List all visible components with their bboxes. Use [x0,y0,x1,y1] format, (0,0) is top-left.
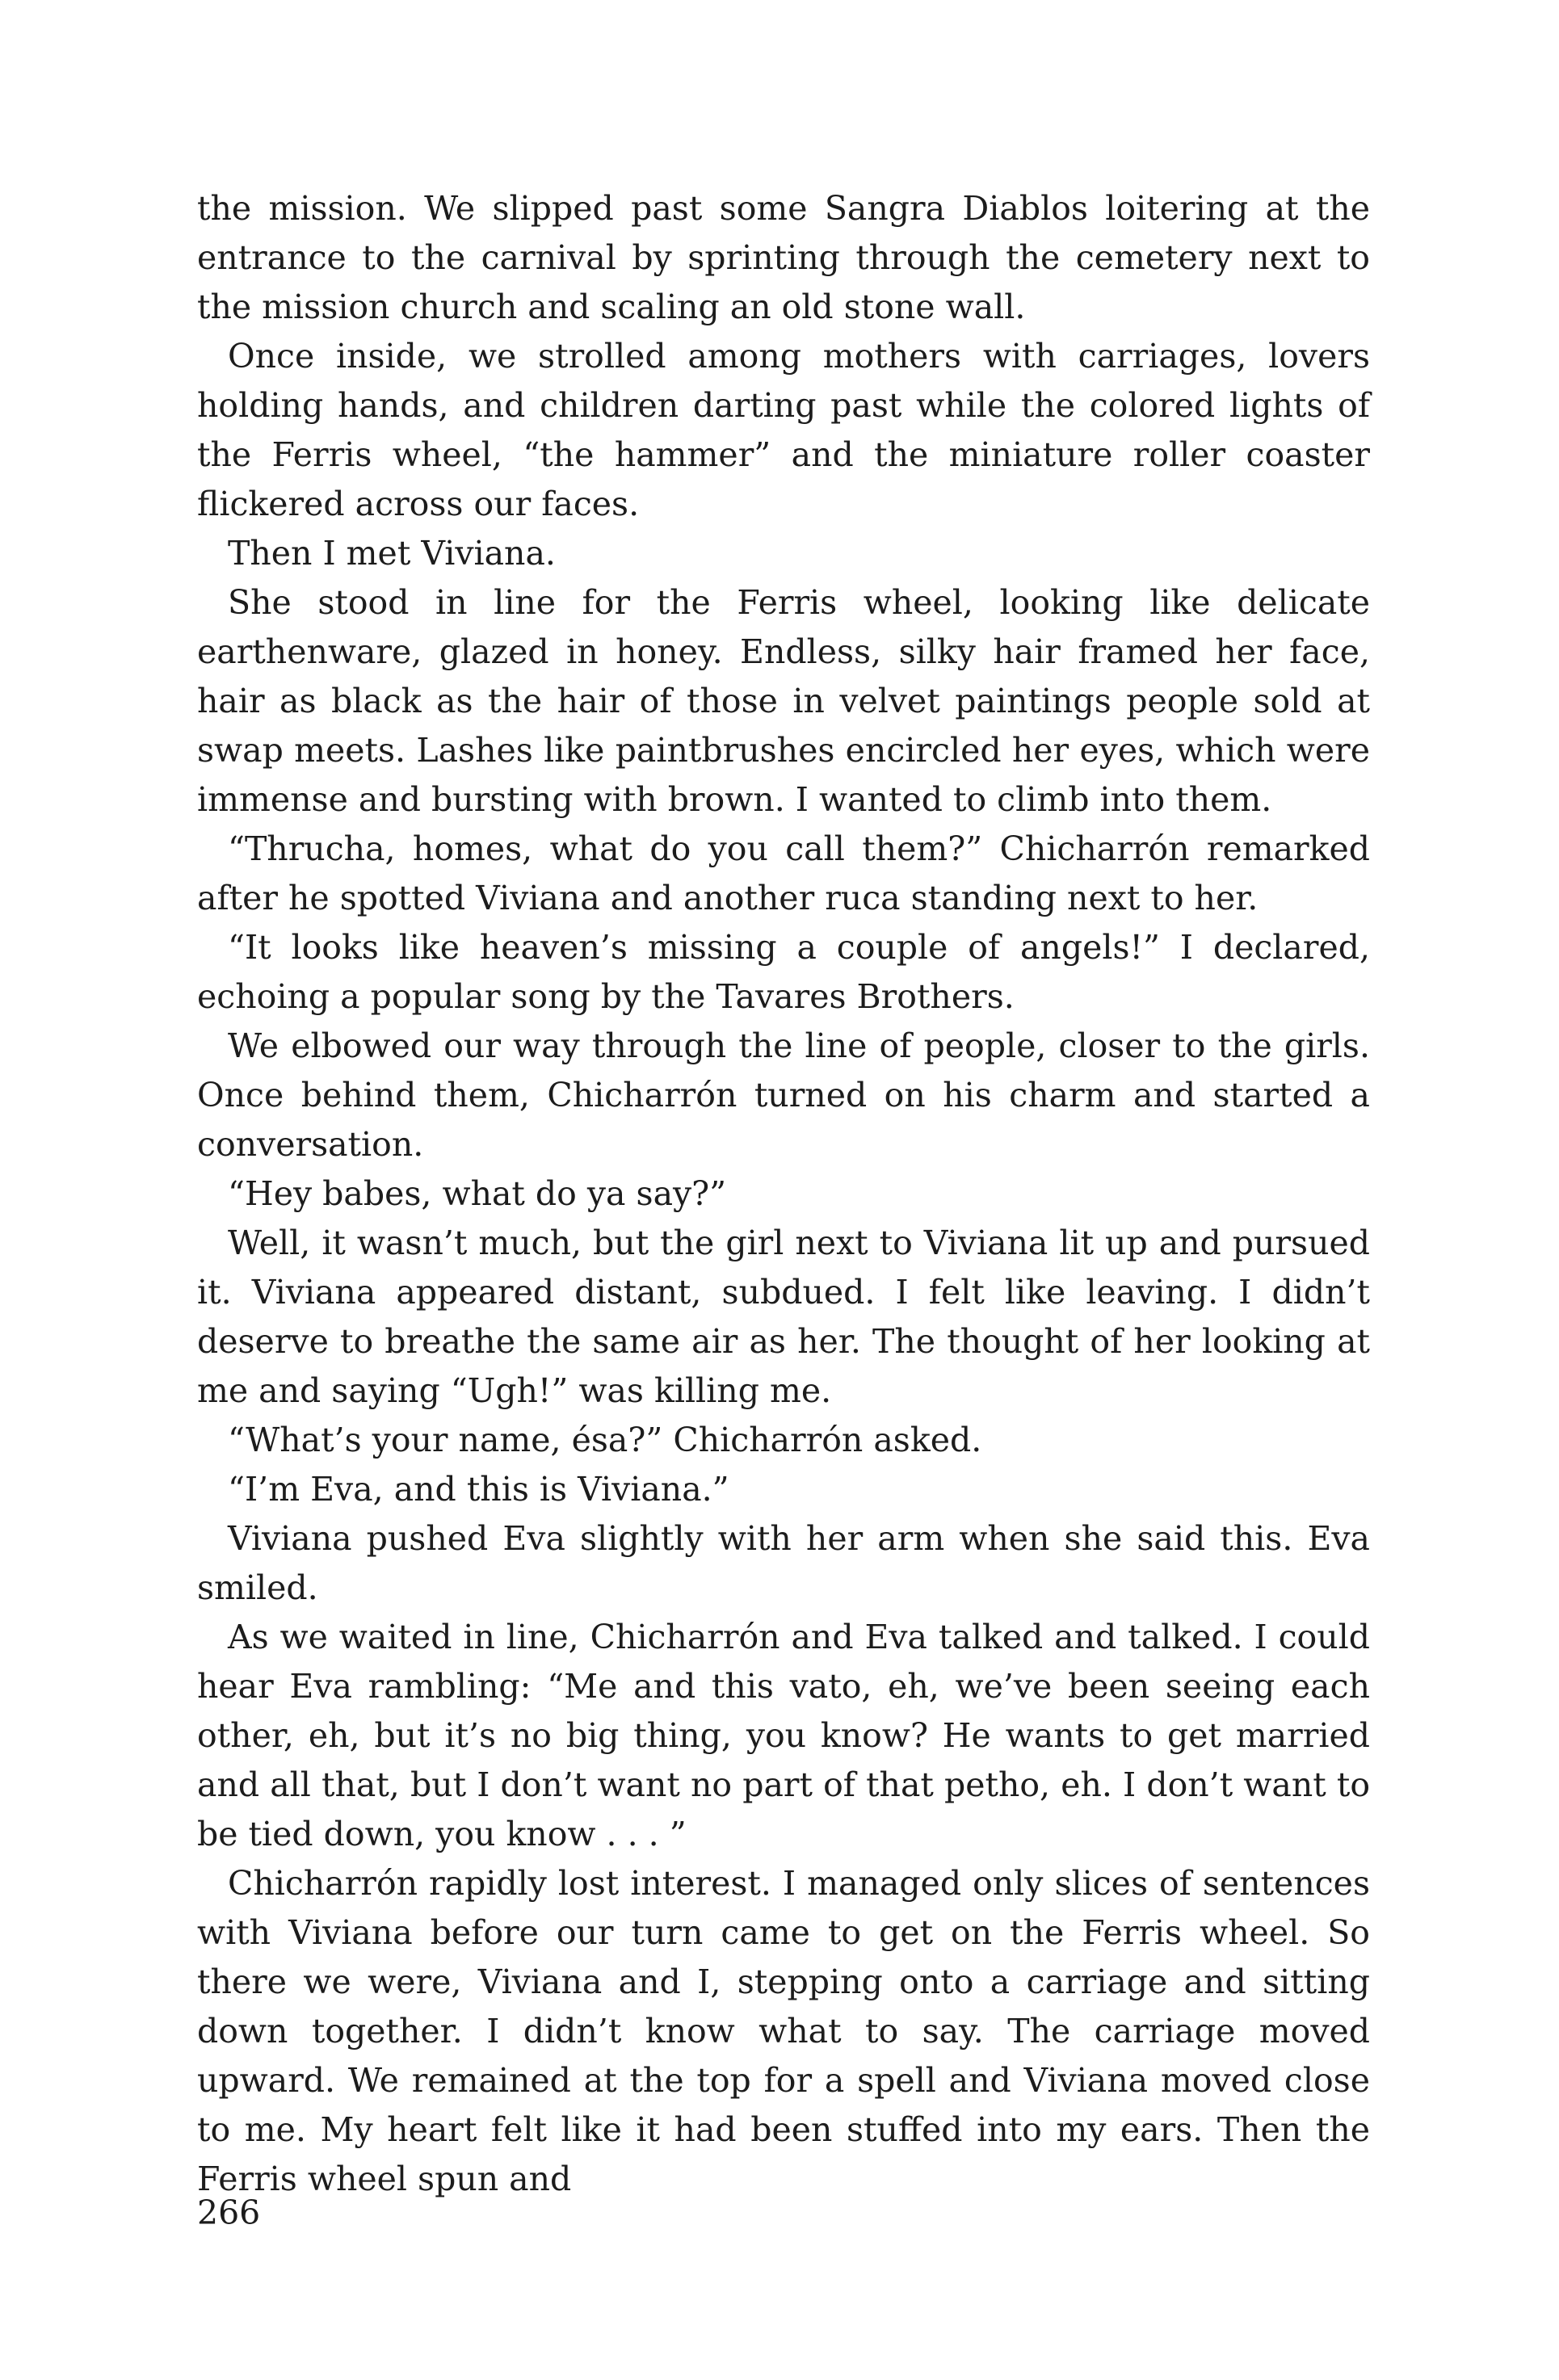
paragraph-8: “Hey babes, what do ya say?” [228,1174,727,1213]
page-number: 266 [197,2193,261,2232]
paragraph-7: We elbowed our way through the line of people, closer to the girls. Once behind them, Chicharrón turned on his charm and started a conversation. [197,1026,1370,1164]
paragraph-11: “I’m Eva, and this is Viviana.” [228,1470,729,1509]
paragraph-14: Chicharrón rapidly lost interest. I managed only slices of sentences with Viviana before our turn came to get on the Ferris wheel. So there we were, Viviana and I, stepping onto a carriage and sitting down together. I didn’t know what to say. The carriage moved upward. We remained at the top for a spell and Viviana moved close to me. My heart felt like it had been stuffed into my ears. Then the Ferris wheel spun and [197,1864,1370,2198]
paragraph-9: Well, it wasn’t much, but the girl next to Viviana lit up and pursued it. Viviana appeared distant, subdued. I felt like leaving. I didn’t deserve to breathe the same air as her. The thought of her looking at me and saying “Ugh!” was killing me. [197,1224,1370,1410]
paragraph-3: Then I met Viviana. [228,534,556,573]
body-text [197,184,1370,2204]
paragraph-1: the mission. We slipped past some Sangra Diablos loitering at the entrance to the carnival by sprinting through the cemetery next to the mission church and scaling an old stone wall. [197,189,1370,326]
paragraph-13: As we waited in line, Chicharrón and Eva talked and talked. I could hear Eva rambling: “Me and this vato, eh, we’ve been seeing each other, eh, but it’s no big thing, you know? He wants to get married and all that, but I don’t want no part of that petho, eh. I don’t want to be tied down, you know . . . ” [197,1618,1370,1853]
paragraph-10: “What’s your name, ésa?” Chicharrón asked. [228,1421,982,1459]
paragraph-2: Once inside, we strolled among mothers with carriages, lovers holding hands, and children darting past while the colored lights of the Ferris wheel, “the hammer” and the miniature roller coaster flickered across our faces. [197,337,1370,523]
paragraph-6: “It looks like heaven’s missing a couple of angels!” I declared, echoing a popular song by the Tavares Brothers. [197,928,1370,1016]
paragraph-4: She stood in line for the Ferris wheel, looking like delicate earthenware, glazed in honey. Endless, silky hair framed her face, hair as black as the hair of those in velvet paintings people sold at swap meets. Lashes like paintbrushes encircled her eyes, which were immense and bursting with brown. I wanted to climb into them. [197,583,1370,819]
paragraph-5: “Thrucha, homes, what do you call them?” Chicharrón remarked after he spotted Viviana and another ruca standing next to her. [197,829,1370,917]
paragraph-12: Viviana pushed Eva slightly with her arm when she said this. Eva smiled. [197,1519,1370,1607]
